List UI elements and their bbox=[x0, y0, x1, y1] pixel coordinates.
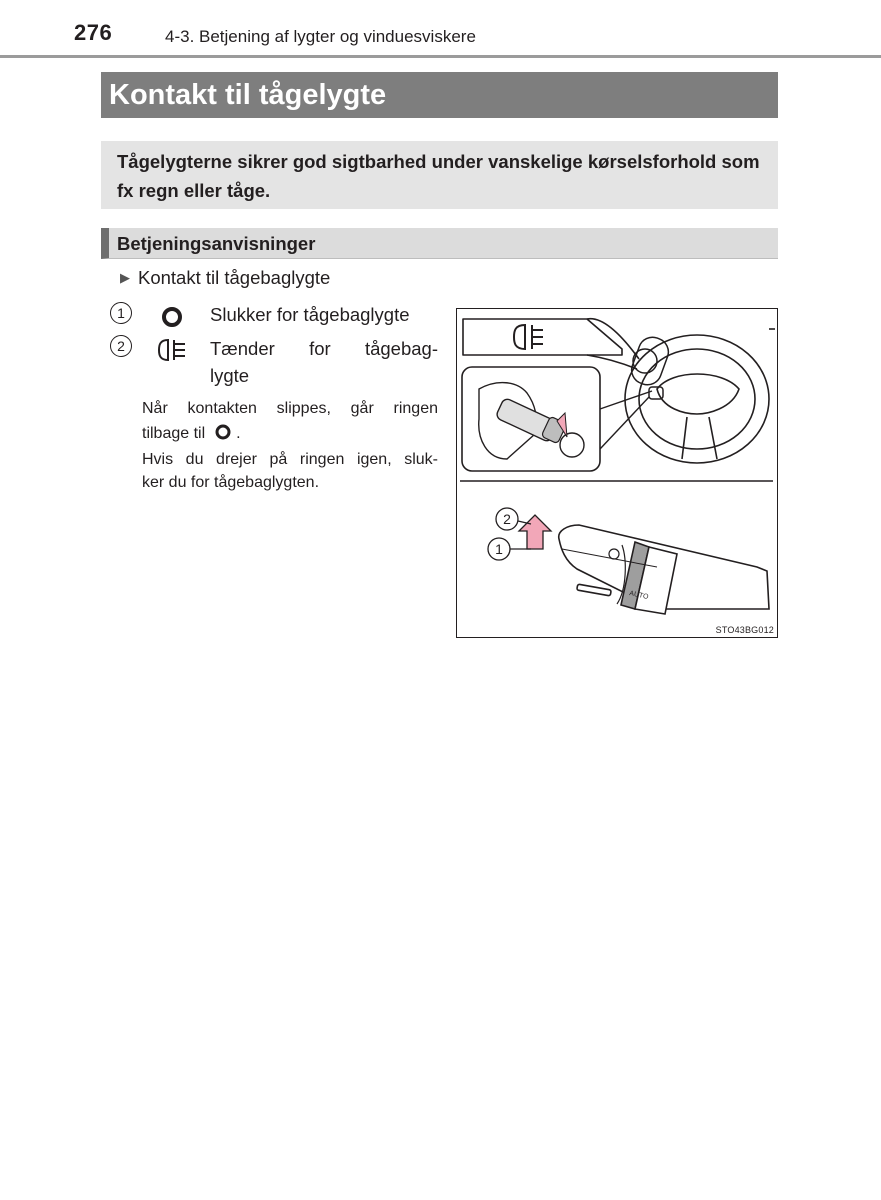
up-arrow-icon bbox=[519, 515, 551, 549]
intro-box bbox=[101, 141, 778, 209]
illustration-figure bbox=[456, 308, 778, 638]
item-number-2: 2 bbox=[110, 335, 132, 357]
note-1-line2-text: tilbage til bbox=[142, 425, 206, 442]
fog-switch-illustration bbox=[457, 309, 776, 636]
chapter-title: 4-3. Betjening af lygter og vinduesviskere bbox=[165, 27, 476, 46]
callout-1-label: 1 bbox=[495, 541, 503, 557]
triangle-bullet-icon: ▶ bbox=[120, 270, 130, 285]
subheading-text: Kontakt til tågebaglygte bbox=[138, 267, 331, 288]
note-2-line2: ker du for tågebaglygten. bbox=[142, 474, 320, 491]
intro-text: Tågelygterne sikrer god sigtbarhed under vanskelige kørselsforhold som fx regn eller tåge. bbox=[117, 151, 760, 201]
callout-icon-box bbox=[463, 319, 639, 369]
note-1-end: . bbox=[236, 425, 241, 442]
callout-2-label: 2 bbox=[503, 511, 511, 527]
header-rule bbox=[0, 55, 881, 58]
fog-off-ring-icon bbox=[160, 305, 184, 329]
subheading bbox=[120, 267, 330, 289]
item-1-text: Slukker for tågebaglygte bbox=[210, 304, 410, 325]
item-2-text-line2: lygte bbox=[210, 365, 250, 386]
hand-zoom-box bbox=[462, 367, 652, 471]
rear-fog-light-icon bbox=[156, 337, 188, 363]
item-number-1: 1 bbox=[110, 302, 132, 324]
column-stalk-drawing bbox=[628, 333, 673, 399]
lower-stalk-drawing bbox=[559, 525, 769, 614]
callout-1 bbox=[488, 538, 531, 560]
page-number: 276 bbox=[74, 20, 113, 45]
note-2-line1: Hvis du drejer på ringen igen, sluk- bbox=[142, 451, 438, 468]
fog-off-ring-icon-inline bbox=[214, 423, 232, 441]
auto-label: AUTO bbox=[628, 590, 649, 601]
page-title: Kontakt til tågelygte bbox=[101, 72, 778, 118]
item-2-text-line1: Tænder for tågebag- bbox=[210, 338, 438, 359]
figure-code: STO43BG012 bbox=[715, 625, 774, 635]
note-1-line2 bbox=[142, 420, 241, 445]
section-heading: Betjeningsanvisninger bbox=[101, 228, 778, 259]
note-1-line1: Når kontakten slippes, går ringen bbox=[142, 400, 438, 417]
